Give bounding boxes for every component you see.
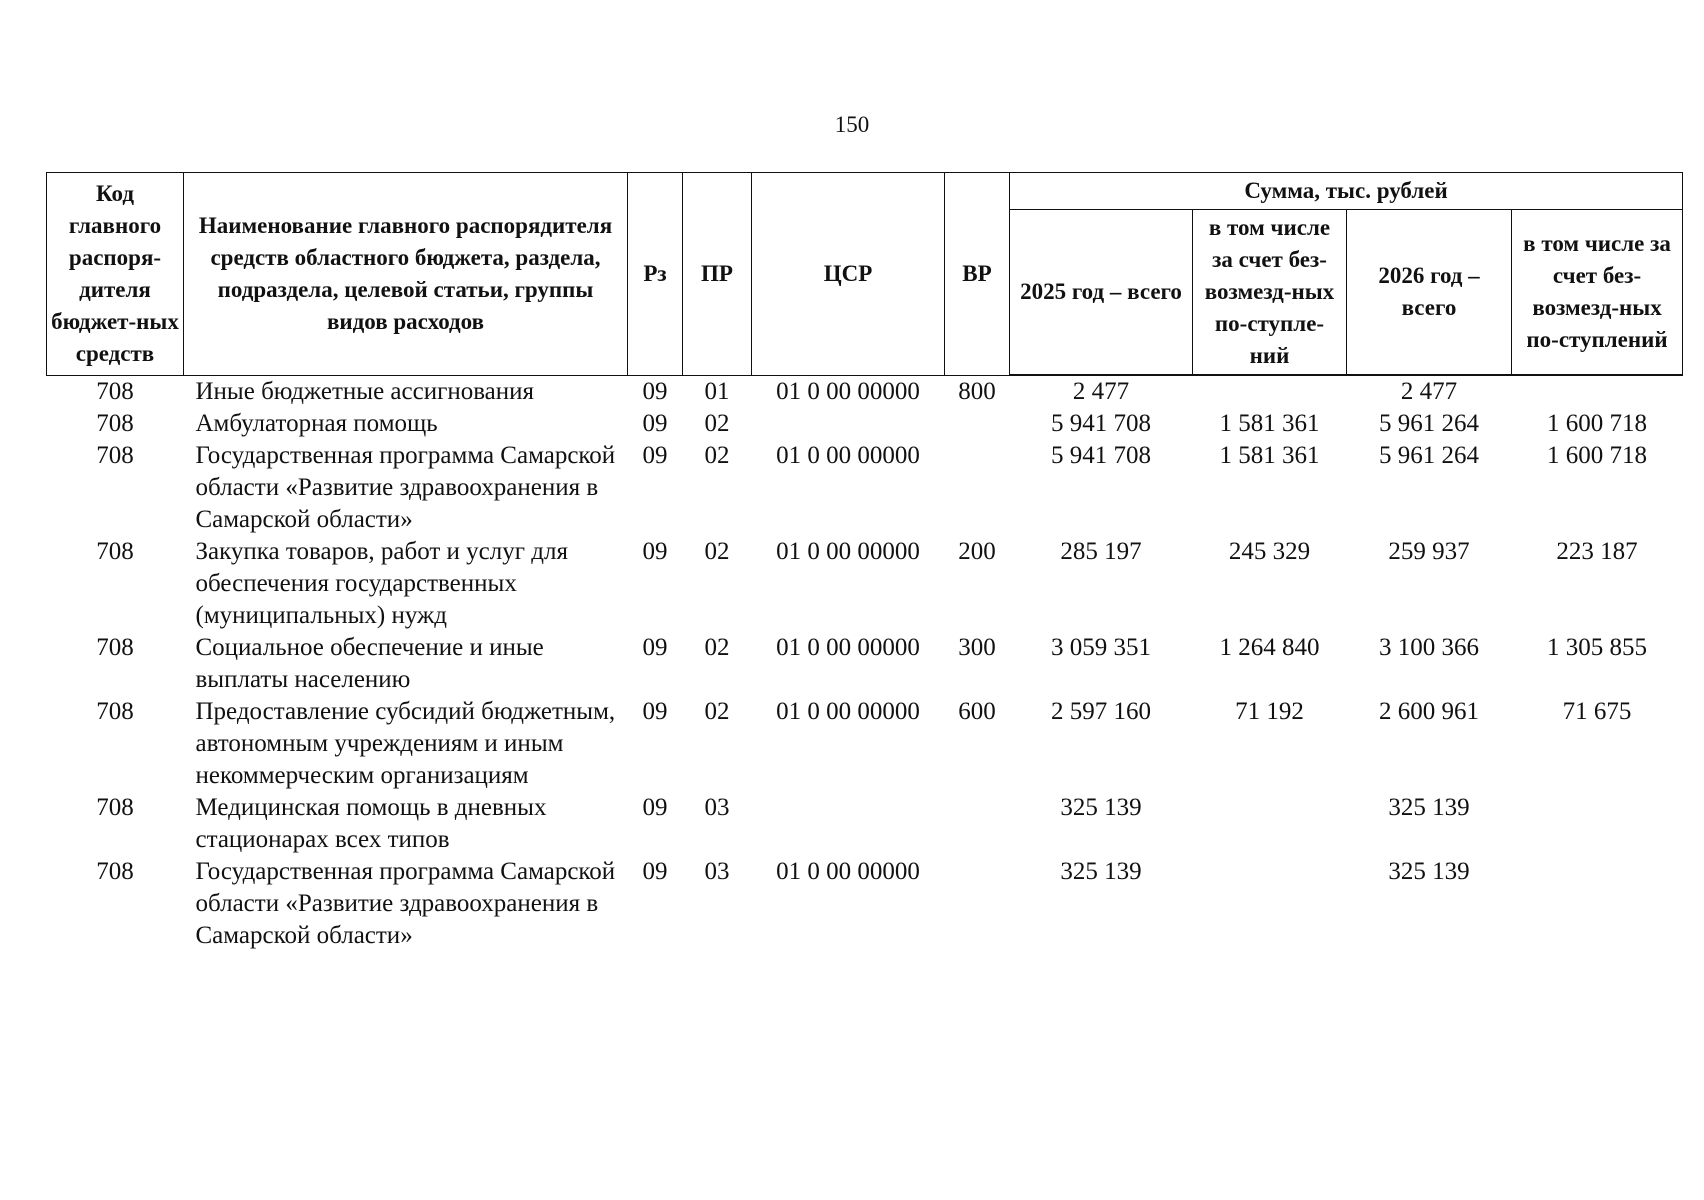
cell-2026-total: 2 477 [1400, 378, 1458, 405]
cell-2026-grants [1512, 856, 1683, 952]
cell-name: Медицинская помощь в дневных стационарах всех типов [195, 794, 547, 853]
cell-2026-total: 5 961 264 [1379, 442, 1479, 469]
cell-vr: 200 [958, 538, 996, 565]
cell-csr: 01 0 00 00000 [776, 858, 920, 885]
cell-2025-grants [1193, 375, 1347, 408]
cell-csr: 01 0 00 00000 [776, 634, 920, 661]
cell-vr: 600 [958, 698, 996, 725]
cell-2025-grants [1193, 856, 1347, 952]
cell-pr: 03 [704, 794, 730, 821]
cell-name: Иные бюджетные ассигнования [195, 377, 535, 405]
cell-pr: 02 [704, 538, 730, 565]
cell-rz: 09 [642, 442, 668, 469]
cell-name: Предоставление субсидий бюджетным, автономным учреждениям и иным некоммерческим организациям [195, 698, 616, 789]
cell-2026-grants: 1 600 718 [1547, 410, 1648, 437]
cell-2025-total: 3 059 351 [1051, 634, 1151, 661]
cell-csr: 01 0 00 00000 [776, 698, 920, 725]
cell-code: 708 [96, 858, 134, 885]
cell-2025-total: 5 941 708 [1051, 442, 1151, 469]
header-2025-grants: в том числе за счет без-возмезд-ных по-ступле-ний [1193, 210, 1347, 376]
cell-code: 708 [96, 698, 134, 725]
cell-2025-grants [1193, 792, 1347, 856]
table-row [47, 792, 1683, 856]
cell-code: 708 [96, 377, 134, 405]
cell-2025-grants: 245 329 [1228, 538, 1311, 565]
cell-code: 708 [96, 538, 134, 565]
cell-rz: 09 [642, 858, 668, 885]
cell-2025-total: 5 941 708 [1051, 410, 1151, 437]
cell-csr: 01 0 00 00000 [776, 538, 920, 565]
cell-2026-total: 325 139 [1388, 794, 1470, 821]
cell-2026-total: 3 100 366 [1379, 634, 1479, 661]
cell-rz: 09 [642, 634, 668, 661]
header-csr: ЦСР [752, 173, 945, 376]
cell-pr: 02 [704, 698, 730, 725]
cell-code: 708 [96, 634, 134, 661]
cell-vr [945, 408, 1010, 440]
cell-pr: 01 [704, 377, 730, 405]
cell-2026-grants: 223 187 [1556, 538, 1638, 565]
table-row [47, 440, 1683, 536]
cell-vr: 300 [958, 634, 996, 661]
cell-csr: 01 0 00 00000 [776, 442, 920, 469]
header-pr: ПР [683, 173, 752, 376]
cell-2025-grants: 1 581 361 [1219, 410, 1320, 437]
cell-code: 708 [96, 410, 134, 437]
cell-code: 708 [96, 794, 134, 821]
cell-rz: 09 [642, 698, 668, 725]
cell-vr [945, 440, 1010, 536]
cell-rz: 09 [642, 538, 668, 565]
table-row [47, 632, 1683, 696]
cell-2026-total: 2 600 961 [1379, 698, 1479, 725]
table-row [47, 696, 1683, 792]
cell-2026-grants [1512, 375, 1683, 408]
cell-name: Амбулаторная помощь [195, 410, 438, 437]
cell-2026-total: 325 139 [1388, 858, 1470, 885]
cell-rz: 09 [642, 410, 668, 437]
cell-2025-total: 285 197 [1060, 538, 1142, 565]
cell-2025-total: 325 139 [1060, 858, 1142, 885]
header-code: Код главного распоря-дителя бюджет-ных средств [47, 173, 184, 376]
header-vr: ВР [945, 173, 1010, 376]
cell-vr: 800 [958, 377, 996, 405]
cell-2025-total: 2 597 160 [1051, 698, 1151, 725]
cell-2026-grants: 1 305 855 [1547, 634, 1648, 661]
cell-name: Закупка товаров, работ и услуг для обеспечения государственных (муниципальных) нужд [195, 538, 568, 629]
cell-name: Социальное обеспечение и иные выплаты населению [195, 634, 544, 693]
cell-2026-grants: 71 675 [1562, 698, 1632, 725]
cell-csr [752, 792, 945, 856]
cell-2026-total: 259 937 [1388, 538, 1470, 565]
cell-vr [945, 792, 1010, 856]
cell-2026-grants: 1 600 718 [1547, 442, 1648, 469]
table-row [47, 408, 1683, 440]
header-rz: Рз [628, 173, 683, 376]
cell-pr: 02 [704, 410, 730, 437]
cell-rz: 09 [642, 377, 668, 405]
cell-pr: 03 [704, 858, 730, 885]
header-sum-group: Сумма, тыс. рублей [1010, 173, 1683, 210]
header-2025-total: 2025 год – всего [1010, 210, 1193, 376]
cell-rz: 09 [642, 794, 668, 821]
cell-pr: 02 [704, 634, 730, 661]
cell-2025-grants: 1 264 840 [1219, 634, 1320, 661]
table-row [47, 536, 1683, 632]
header-2026-total: 2026 год – всего [1347, 210, 1512, 376]
cell-code: 708 [96, 442, 134, 469]
cell-2025-total: 2 477 [1072, 378, 1130, 405]
cell-csr [752, 408, 945, 440]
cell-2026-total: 5 961 264 [1379, 410, 1479, 437]
table-row [47, 375, 1683, 408]
table-row [47, 856, 1683, 952]
header-name: Наименование главного распорядителя средств областного бюджета, раздела, подраздела, целевой статьи, группы видов расходов [184, 173, 628, 376]
cell-2025-grants: 1 581 361 [1219, 442, 1320, 469]
cell-2025-grants: 71 192 [1235, 698, 1304, 725]
cell-pr: 02 [704, 442, 730, 469]
cell-2025-total: 325 139 [1060, 794, 1142, 821]
cell-name: Государственная программа Самарской области «Развитие здравоохранения в Самарской области» [195, 442, 616, 533]
page-number: 150 [834, 112, 870, 137]
budget-table [46, 172, 1683, 952]
cell-csr: 01 0 00 00000 [776, 377, 920, 405]
cell-vr [945, 856, 1010, 952]
header-2026-grants: в том числе за счет без-возмезд-ных по-ступлений [1512, 210, 1683, 376]
cell-name: Государственная программа Самарской области «Развитие здравоохранения в Самарской области» [195, 858, 616, 949]
cell-2026-grants [1512, 792, 1683, 856]
